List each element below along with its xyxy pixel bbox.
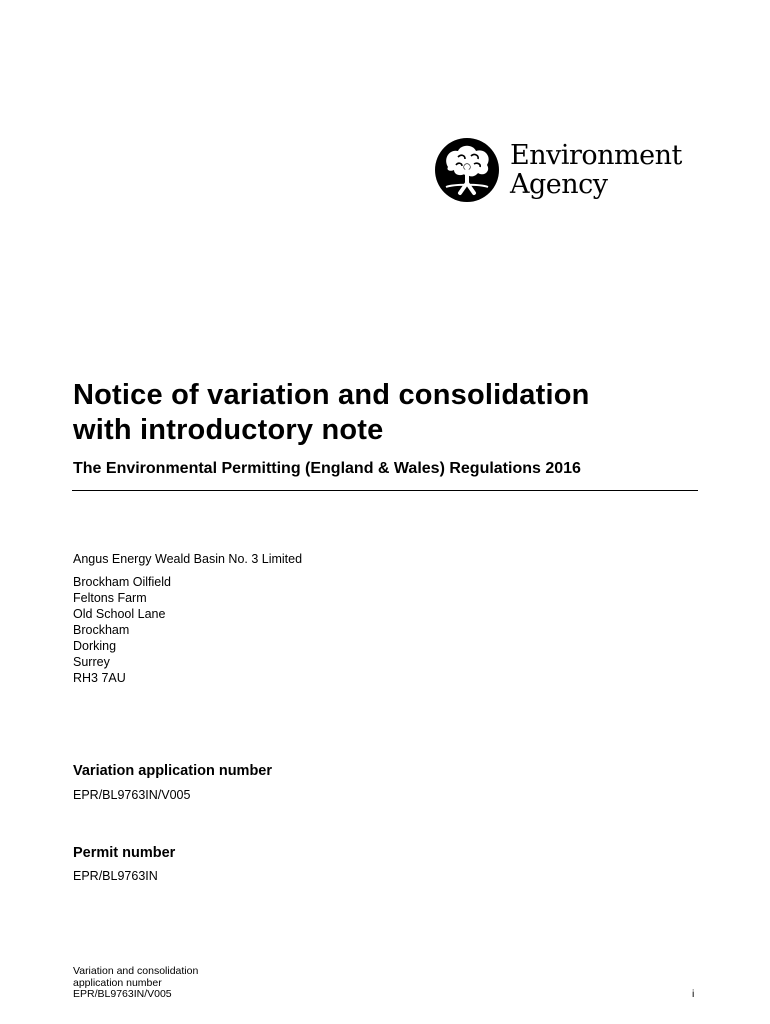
address-line: Brockham Oilfield <box>73 575 171 589</box>
title-divider <box>72 490 698 491</box>
address-line: Surrey <box>73 655 110 669</box>
permit-number-heading: Permit number <box>73 845 176 861</box>
address-line: Brockham <box>73 623 130 637</box>
document-title <box>73 378 713 448</box>
page-number: i <box>692 988 695 1000</box>
address-line: Feltons Farm <box>73 591 147 605</box>
address-line: Dorking <box>73 639 117 653</box>
operator-name: Angus Energy Weald Basin No. 3 Limited <box>73 552 303 566</box>
environment-agency-logo <box>434 137 694 207</box>
logo-line-agency: Agency <box>510 169 608 200</box>
logo-wordmark <box>510 141 682 199</box>
footer-line: EPR/BL9763IN/V005 <box>73 988 172 1000</box>
title-line-1: Notice of variation and consolidation <box>73 379 590 411</box>
title-line-2: with introductory note <box>73 414 384 446</box>
page-footer <box>73 966 198 1001</box>
footer-line: application number <box>73 976 162 989</box>
address-line: Old School Lane <box>73 607 166 621</box>
environment-agency-tree-icon <box>434 137 500 203</box>
document-subtitle: The Environmental Permitting (England & Wales) Regulations 2016 <box>73 460 581 477</box>
operator-address <box>73 574 171 686</box>
permit-number: EPR/BL9763IN <box>73 869 158 883</box>
address-line: RH3 7AU <box>73 671 126 685</box>
variation-application-heading: Variation application number <box>73 763 273 779</box>
variation-application-number: EPR/BL9763IN/V005 <box>73 788 191 802</box>
logo-line-environment: Environment <box>510 140 682 171</box>
footer-line: Variation and consolidation <box>73 965 199 977</box>
